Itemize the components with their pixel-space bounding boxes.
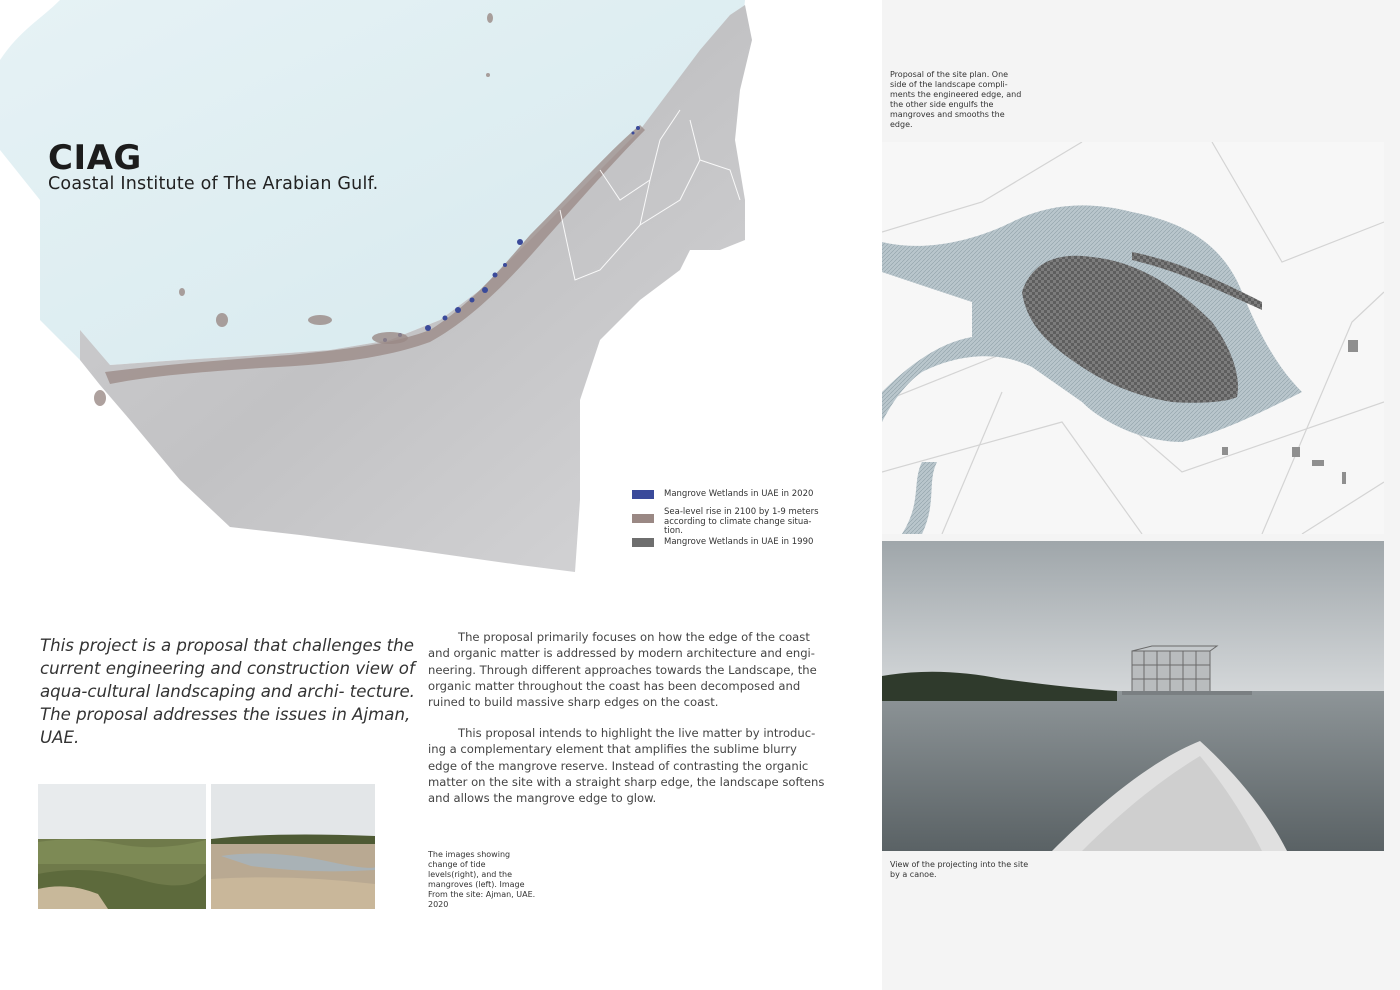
research-building <box>1132 646 1217 693</box>
pier <box>1122 691 1252 695</box>
site-photos-caption: The images showing change of tide levels(right), and the mangroves (left). Image From the site: Ajman, UAE. 2020 <box>428 850 536 909</box>
body-paragraph-1 <box>428 629 828 710</box>
body-paragraph-1-text: The proposal primarily focuses on how the edge of the coast and organic matter is addressed by modern architecture and engi- neering. Through different approaches towards the Landscape, the organic matter throughout the coast has been decomposed and ruined to build massive sharp edges on the coast. <box>428 630 817 710</box>
body-paragraph-2-text: This proposal intends to highlight the live matter by introduc- ing a complementary element that amplifies the sublime blurry edge of the mangrove reserve. Instead of contrasting the organic matter on the site with a straight sharp edge, the landscape softens and allows the mangrove edge to glow. <box>428 726 825 806</box>
site-plan-drawing <box>882 142 1384 534</box>
legend-swatch-mangrove-1990 <box>632 538 654 547</box>
page-title: CIAG <box>48 138 142 178</box>
page-subtitle: Coastal Institute of The Arabian Gulf. <box>48 174 379 194</box>
body-paragraph-2 <box>428 725 828 806</box>
canoe-view-caption: View of the projecting into the site by a canoe. <box>890 860 1029 879</box>
tide-levels-site-photo <box>211 784 375 909</box>
legend-label-mangrove-2020: Mangrove Wetlands in UAE in 2020 <box>664 489 814 499</box>
legend-swatch-sea-level-rise <box>632 514 654 523</box>
site-plan-caption: Proposal of the site plan. One side of the landscape compli- ments the engineered edge, and the other side engulfs the mangroves and smooths the edge. <box>890 70 1022 129</box>
mangrove-site-photo <box>38 784 206 909</box>
legend-label-sea-level-rise: Sea-level rise in 2100 by 1-9 meters according to climate change situa- tion. <box>664 507 819 536</box>
legend-label-mangrove-1990: Mangrove Wetlands in UAE in 1990 <box>664 537 814 547</box>
canoe-view-render <box>882 541 1384 851</box>
legend-swatch-mangrove-2020 <box>632 490 654 499</box>
map-legend <box>632 488 832 558</box>
intro-statement: This project is a proposal that challenges the current engineering and construction view of aqua-cultural landscaping and archi- tecture. The proposal addresses the issues in Ajman, UAE. <box>40 636 415 747</box>
